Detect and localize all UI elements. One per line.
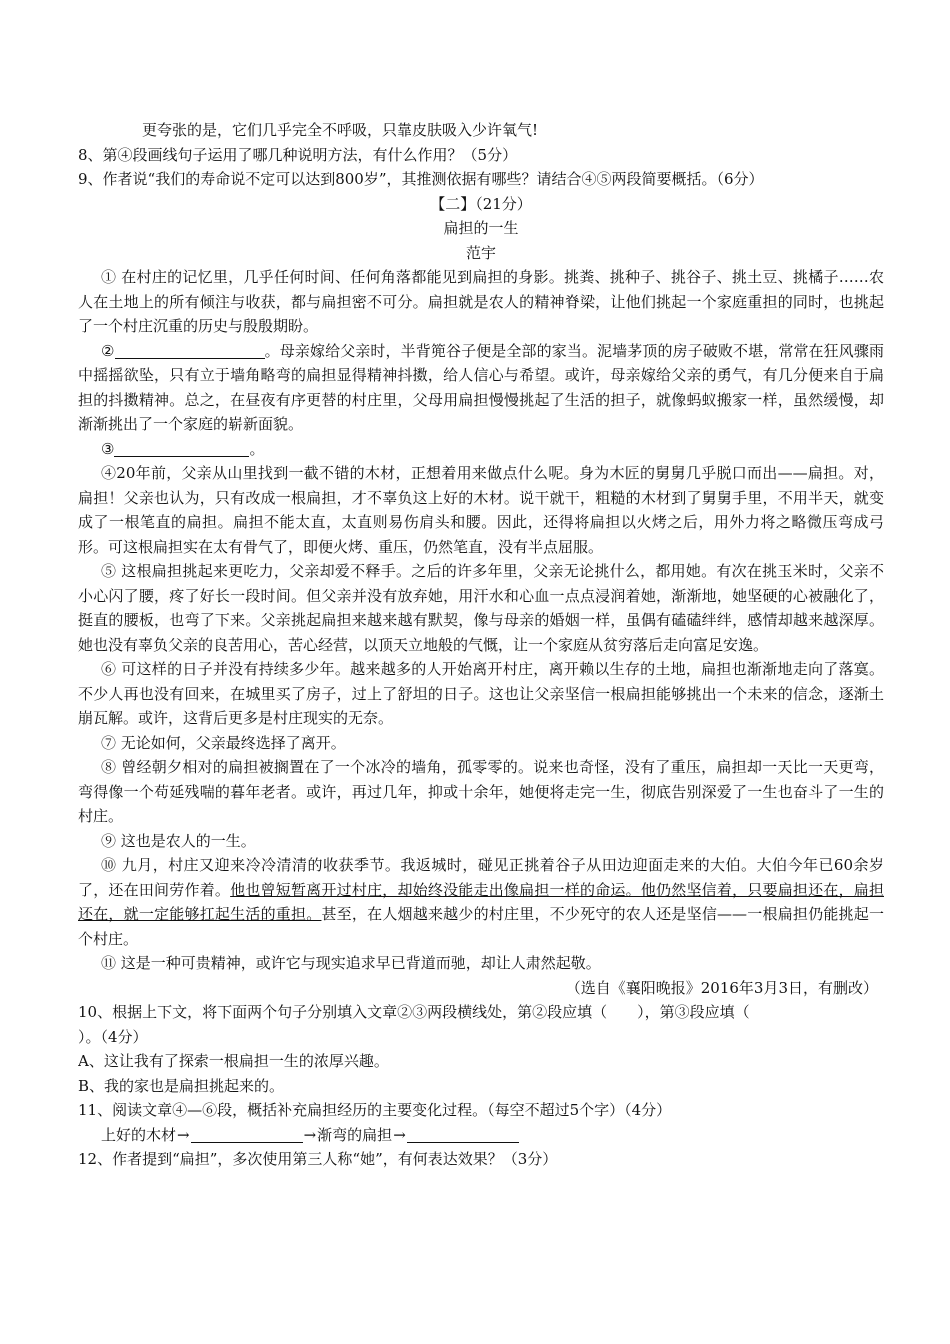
question-9: 9、作者说“我们的寿命说不定可以达到800岁”，其推测依据有哪些？请结合④⑤两段简要概括。（6分） (78, 170, 764, 188)
paragraph-2-blank (115, 342, 265, 359)
question-10-line-b: ）。（4分） (78, 1027, 148, 1046)
question-11-chain (78, 1123, 884, 1148)
paragraph-1: ① 在村庄的记忆里，几乎任何时间、任何角落都能见到扁担的身影。挑粪、挑种子、挑谷子、挑土豆、挑橘子……农人在土地上的所有倾注与收获，都与扁担密不可分。扁担就是农人的精神脊梁，让他们挑起一个家庭重担的同时，也挑起了一个村庄沉重的历史与殷殷期盼。 (78, 268, 884, 335)
paragraph-3-end: 。 (249, 439, 265, 458)
option-b: B、我的家也是扁担挑起来的。 (78, 1076, 285, 1095)
paragraph-8: ⑧ 曾经朝夕相对的扁担被搁置在了一个冰冷的墙角，孤零零的。说来也奇怪，没有了重压，扁担却一天比一天更弯，弯得像一个苟延残喘的暮年老者。或许，再过几年，抑或十余年，她便将走完一生，彻底告别深爱了一生也奋斗了一生的村庄。 (78, 758, 884, 825)
question-10-line-a: 10、根据上下文，将下面两个句子分别填入文章②③两段横线处，第②段应填（ ），第③段应填（ (78, 1003, 750, 1021)
paragraph-11: ⑪ 这是一种可贵精神，或许它与现实追求早已背道而驰，却让人肃然起敬。 (101, 954, 601, 972)
paragraph-10-underlined-sentence: 他也曾短暂离开过村庄，却始终没能走出像扁担一样的命运。他仍然坚信着，只要扁担还在，扁担还在，就一定能够扛起生活的重担。 (78, 880, 884, 923)
answer-blank-1[interactable] (191, 1126, 303, 1143)
paragraph-2-number: ② (101, 341, 115, 360)
option-a: A、这让我有了探索一根扁担一生的浓厚兴趣。 (78, 1052, 389, 1070)
intro-line: 更夸张的是，它们几乎完全不呼吸，只靠皮肤吸入少许氧气! (142, 121, 539, 139)
answer-blank-2[interactable] (407, 1126, 519, 1143)
paragraph-2 (78, 339, 884, 437)
question-8: 8、第④段画线句子运用了哪几种说明方法，有什么作用？（5分） (78, 145, 518, 164)
chain-middle: 渐弯的扁担 (317, 1125, 393, 1144)
question-11: 11、阅读文章④—⑥段，概括补充扁担经历的主要变化过程。（每空不超过5个字）（4分） (78, 1101, 672, 1119)
arrow-1: → (177, 1125, 190, 1144)
paragraph-3-number: ③ (101, 439, 115, 458)
paragraph-10 (78, 853, 884, 951)
article-author: 范宇 (465, 243, 496, 262)
paragraph-3-blank (114, 440, 249, 457)
arrow-2: → (303, 1125, 317, 1144)
arrow-3: → (393, 1125, 406, 1144)
paragraph-5: ⑤ 这根扁担挑起来更吃力，父亲却爱不释手。之后的许多年里，父亲无论挑什么，都用她。有次在挑玉米时，父亲不小心闪了腰，疼了好长一段时间。但父亲并没有放弃她，用汗水和心血一点点浸润着她，渐渐地，她坚硬的心被融化了，挺直的腰板，也弯了下来。父亲挑起扁担来越来越有默契，像与母亲的婚姻一样，虽偶有磕磕绊绊，感情却越来越深厚。她也没有辜负父亲的良苦用心，苦心经营，以顶天立地般的气慨，让一个家庭从贫穷落后走向富足安逸。 (78, 562, 884, 654)
paragraph-4: ④20年前，父亲从山里找到一截不错的木材，正想着用来做点什么呢。身为木匠的舅舅几乎脱口而出——扁担。对，扁担！父亲也认为，只有改成一根扁担，才不辜负这上好的木材。说干就干，粗糙的木材到了舅舅手里，不用半天，就变成了一根笔直的扁担。扁担不能太直，太直则易伤肩头和腰。因此，还得将扁担以火烤之后，用外力将之略微压弯成弓形。可这根扁担实在太有骨气了，即便火烤、重压，仍然笔直，没有半点屈服。 (78, 464, 884, 556)
source-citation: （选自《襄阳晚报》2016年3月3日，有删改） (565, 978, 878, 997)
chain-start: 上好的木材 (101, 1125, 177, 1144)
question-10 (78, 1000, 884, 1049)
question-12: 12、作者提到“扁担”，多次使用第三人称“她”，有何表达效果？（3分） (78, 1150, 558, 1168)
paragraph-3 (78, 437, 884, 462)
article-title: 扁担的一生 (443, 219, 519, 237)
document-page (78, 118, 884, 1172)
paragraph-7: ⑦ 无论如何，父亲最终选择了离开。 (101, 733, 346, 752)
paragraph-9: ⑨ 这也是农人的一生。 (101, 831, 256, 850)
section-heading: 【二】（21分） (430, 194, 532, 213)
paragraph-2-text: 。母亲嫁给父亲时，半背篼谷子便是全部的家当。泥墙茅顶的房子破败不堪，常常在狂风骤雨中摇摇欲坠，只有立于墙角略弯的扁担显得精神抖擞，给人信心与希望。或许，母亲嫁给父亲的勇气，有几分便来自于扁担的抖擞精神。总之，在昼夜有序更替的村庄里，父母用扁担慢慢挑起了生活的担子，就像蚂蚁搬家一样，虽然缓慢，却渐渐挑出了一个家庭的崭新面貌。 (78, 341, 884, 433)
paragraph-10-text-a: ⑩ 九月，村庄又迎来冷冷清清的收获季节。我返城时，碰见正挑着谷子从田边迎面走来的大伯。大伯今年已60余岁了，还在田间劳作着。 (78, 856, 884, 899)
paragraph-10-text-b: 甚至，在人烟越来越少的村庄里，不少死守的农人还是坚信——一根扁担仍能挑起一个村庄。 (78, 905, 884, 948)
paragraph-6: ⑥ 可这样的日子并没有持续多少年。越来越多的人开始离开村庄，离开赖以生存的土地，扁担也渐渐地走向了落寞。不少人再也没有回来，在城里买了房子，过上了舒坦的日子。这也让父亲坚信一根扁担能够挑出一个未来的信念，逐渐土崩瓦解。或许，这背后更多是村庄现实的无奈。 (78, 660, 884, 727)
